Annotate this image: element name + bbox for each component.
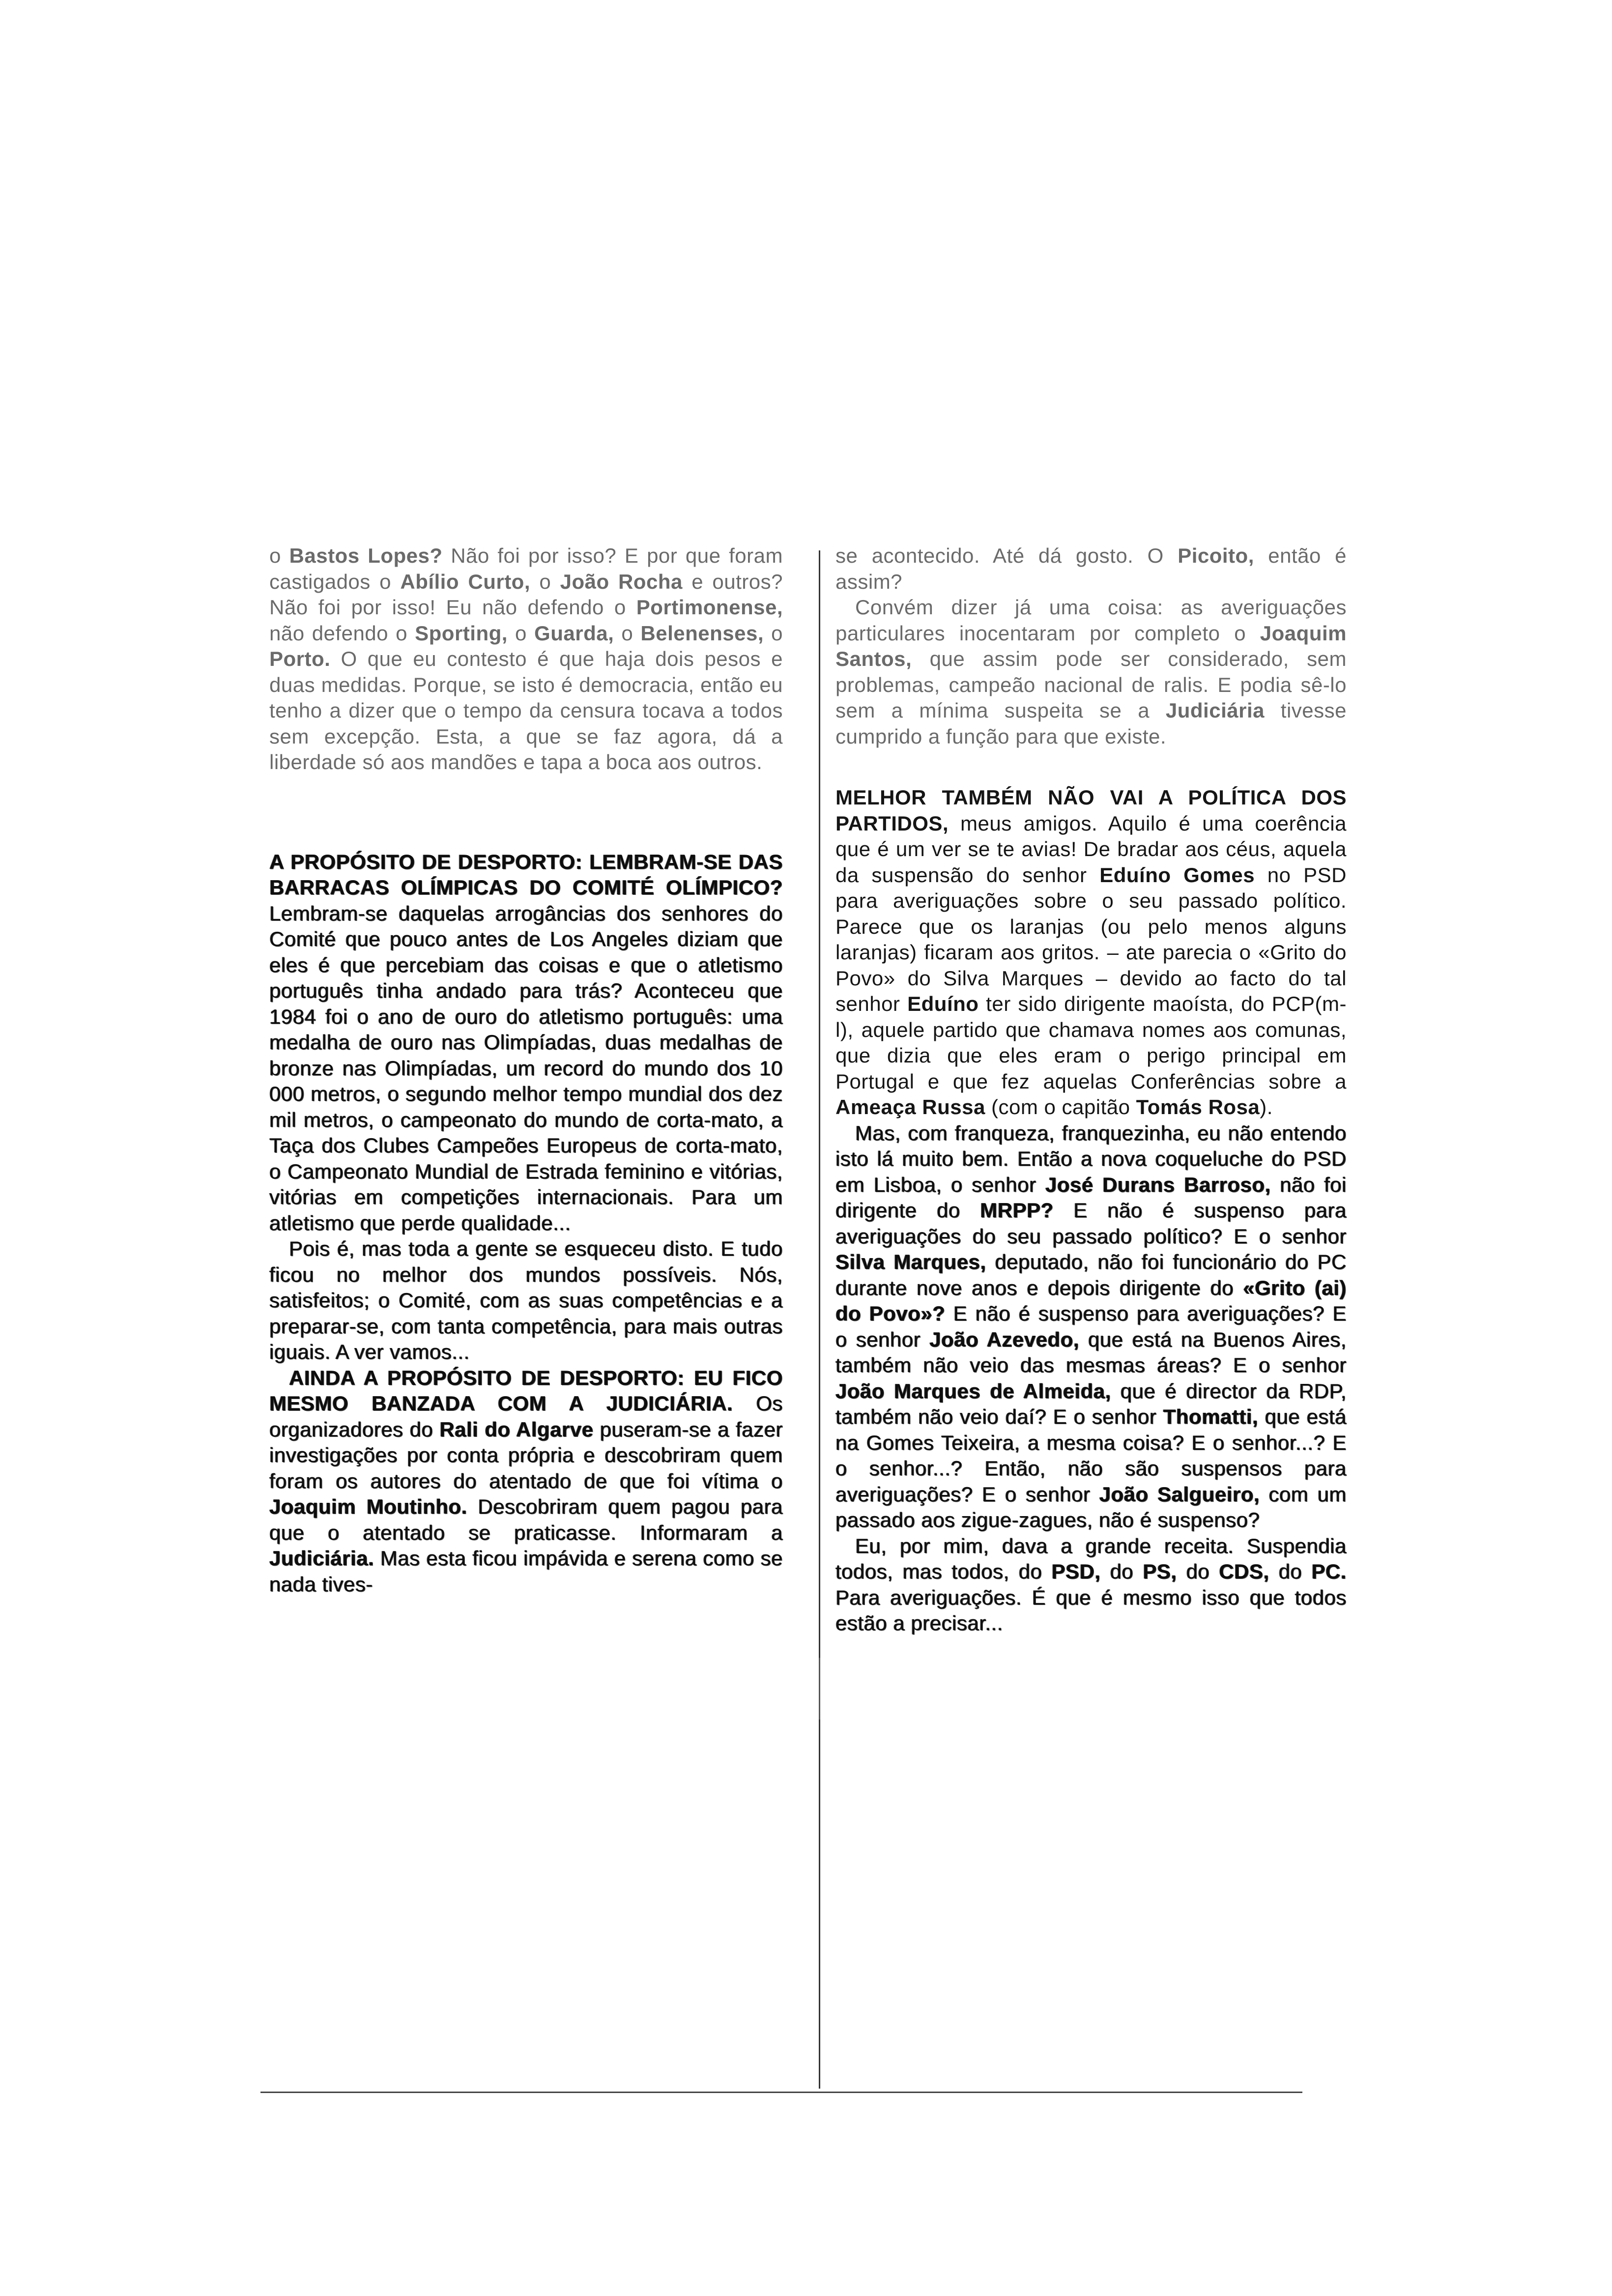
right-paragraph-3 xyxy=(835,785,1347,1120)
body-text: O que eu contesto é que haja dois pesos e duas medidas. Porque, se isto é democracia, então eu tenho a dizer que o tempo da censura tocava a todos sem excepção. Esta, a que se faz agora, dá a liberdade só aos mandões e tapa a boca aos outros. xyxy=(269,647,783,774)
body-text: com um passado aos zigue-zagues, não é suspenso? xyxy=(835,1482,1347,1531)
left-column xyxy=(269,543,783,1597)
bold-name-text: João Marques de Almeida, xyxy=(835,1379,1111,1403)
body-text: que está na Buenos Aires, também não veio das mesmas áreas? E o senhor xyxy=(835,1327,1347,1377)
body-text: que é director da RDP, também não veio daí? E o senhor xyxy=(835,1379,1347,1428)
body-text: do xyxy=(1177,1560,1219,1583)
bold-name-text: Rali do Algarve xyxy=(439,1417,594,1441)
body-text: ter sido dirigente maoísta, do PCP(m-l), aquele partido que chamava nomes aos comunas, que dizia que eles eram o perigo principal em Portugal e que fez aquelas Conferências sobre a xyxy=(835,992,1347,1093)
body-text: o xyxy=(614,621,641,645)
left-heading-1: A PROPÓSITO DE DESPORTO: LEMBRAM-SE DAS BARRACAS OLÍMPICAS DO COMITÉ OLÍMPICO? xyxy=(269,850,783,899)
body-text: meus amigos. Aquilo é uma coerência que é um ver se te avias! De bradar aos céus, aquela da suspensão do senhor xyxy=(835,811,1347,887)
body-text: o xyxy=(269,544,289,567)
body-text: tivesse cumprido a função para que existe. xyxy=(835,699,1347,748)
body-text: Não foi por isso? E por que foram castigados o xyxy=(269,544,783,593)
body-text: do xyxy=(1269,1560,1312,1583)
body-text: deputado, não foi funcionário do PC durante nove anos e depois dirigente do xyxy=(835,1250,1347,1299)
body-text: do xyxy=(1100,1560,1143,1583)
bold-name-text: Guarda, xyxy=(534,621,614,645)
body-text: não defendo o xyxy=(269,621,415,645)
bold-name-text: João Rocha xyxy=(560,570,683,593)
bold-name-text: Joaquim Moutinho. xyxy=(269,1495,467,1518)
bold-name-text: José Durans Barroso, xyxy=(1045,1173,1271,1196)
body-text: se acontecido. Até dá gosto. O xyxy=(835,544,1178,567)
bold-name-text: Bastos Lopes? xyxy=(289,544,443,567)
left-paragraph-2-text: Lembram-se daquelas arrogâncias dos senhores do Comité que pouco antes de Los Angeles diziam que eles é que percebiam das coisas e que o atletismo português tinha andado para trás? Aconteceu que 1984 foi o ano de ouro do atletismo português: uma medalha de ouro nas Olimpíadas, duas medalhas de bronze nas Olimpíadas, um record do mundo dos 10 000 metros, o segundo melhor tempo mundial dos dez mil metros, o campeonato do mundo de corta-mato, a Taça dos Clubes Campeões Europeus de corta-mato, o Campeonato Mundial de Estrada feminino e vitórias, vitórias em competições internacionais. Para um atletismo que perde qualidade... xyxy=(269,901,783,1234)
bold-name-text: PSD, xyxy=(1051,1560,1101,1583)
body-text: não foi dirigente do xyxy=(835,1173,1347,1222)
bold-name-text: Tomás Rosa xyxy=(1136,1095,1260,1119)
bold-name-text: Abílio Curto, xyxy=(400,570,531,593)
body-text: Descobriram quem pagou para que o atentado se praticasse. Informaram a xyxy=(269,1495,783,1544)
bold-name-text: Judiciária xyxy=(1165,699,1265,722)
body-text: E não é suspenso para averiguações? E o senhor xyxy=(835,1302,1347,1351)
body-text: Os organizadores do xyxy=(269,1392,783,1441)
bold-name-text: Belenenses, xyxy=(640,621,764,645)
bold-name-text: PS, xyxy=(1143,1560,1177,1583)
left-heading-2: AINDA A PROPÓSITO DE DESPORTO: EU FICO MESMO BANZADA COM A JUDICIÁRIA. xyxy=(269,1366,783,1415)
body-text: Mas esta ficou impávida e serena como se nada tives- xyxy=(269,1547,783,1596)
bold-name-text: Thomatti, xyxy=(1163,1405,1259,1428)
left-paragraph-3: Pois é, mas toda a gente se esqueceu disto. E tudo ficou no melhor dos mundos possíveis. Nós, satisfeitos; o Comité, com as suas competências e a preparar-se, com tanta competência, para mais outras iguais. A ver vamos... xyxy=(269,1237,783,1363)
body-text: e outros? Não foi por isso! Eu não defendo o xyxy=(269,570,783,619)
bold-name-text: Porto. xyxy=(269,647,331,670)
body-text: o xyxy=(764,621,783,645)
left-paragraph-4 xyxy=(269,1365,783,1598)
bold-name-text: Portimonense, xyxy=(636,596,783,619)
column-divider xyxy=(819,550,820,2089)
right-paragraph-1 xyxy=(835,543,1347,595)
left-paragraph-2 xyxy=(269,849,783,1236)
body-text: o xyxy=(507,621,535,645)
bold-name-text: Ameaça Russa xyxy=(835,1095,985,1119)
bold-name-text: João Salgueiro, xyxy=(1099,1482,1260,1506)
bold-name-text: Judiciária. xyxy=(269,1547,374,1570)
bold-name-text: PC. xyxy=(1311,1560,1347,1583)
body-text: que está na Gomes Teixeira, a mesma coisa? E o senhor...? E o senhor...? Então, não são suspensos para averiguações? E o senhor xyxy=(835,1405,1347,1506)
bold-name-text: Eduíno Gomes xyxy=(1099,863,1255,887)
body-text: Convém dizer já uma coisa: as averiguações particulares inocentaram por completo o xyxy=(835,596,1347,645)
right-column xyxy=(835,543,1347,1636)
bold-name-text: João Azevedo, xyxy=(929,1327,1080,1351)
bold-name-text: Joaquim Santos, xyxy=(835,621,1347,670)
right-paragraph-3-text xyxy=(835,812,1347,1119)
right-paragraph-4 xyxy=(835,1120,1347,1533)
right-paragraph-2 xyxy=(835,595,1347,749)
bold-name-text: Eduíno xyxy=(907,992,979,1015)
body-text: que assim pode ser considerado, sem problemas, campeão nacional de ralis. E podia sê-lo sem a mínima suspeita se a xyxy=(835,647,1347,722)
body-text: puseram-se a fazer investigações por conta própria e descobriram quem foram os autores do atentado de que foi vítima o xyxy=(269,1417,783,1492)
body-text: E não é suspenso para averiguações do seu passado político? E o senhor xyxy=(835,1199,1347,1248)
left-paragraph-1 xyxy=(269,543,783,775)
bold-name-text: CDS, xyxy=(1219,1560,1269,1583)
bold-name-text: «Grito (ai) do Povo»? xyxy=(835,1276,1347,1325)
bold-name-text: MRPP? xyxy=(980,1199,1054,1222)
bold-name-text: Picoito, xyxy=(1178,544,1254,567)
body-text: no PSD para averiguações sobre o seu passado político. Parece que os laranjas (ou pelo menos alguns laranjas) ficaram aos gritos. – ate parecia o «Grito do Povo» do Silva Marques – devido ao facto do tal senhor xyxy=(835,863,1347,1015)
left-paragraph-4-text xyxy=(269,1392,783,1596)
body-text: o xyxy=(530,570,560,593)
bold-name-text: Sporting, xyxy=(415,621,508,645)
body-text: Para averiguações. É que é mesmo isso que todos estão a precisar... xyxy=(835,1585,1347,1635)
bottom-rule xyxy=(260,2092,1302,2093)
right-paragraph-5 xyxy=(835,1533,1347,1636)
body-text: Mas, com franqueza, franquezinha, eu não entendo isto lá muito bem. Então a nova coqueluche do PSD em Lisboa, o senhor xyxy=(835,1121,1347,1196)
body-text: então é assim? xyxy=(835,544,1347,593)
right-heading-1: MELHOR TAMBÉM NÃO VAI A POLÍTICA DOS PARTIDOS, xyxy=(835,786,1347,835)
body-text: Eu, por mim, dava a grande receita. Suspendia todos, mas todos, do xyxy=(835,1534,1347,1583)
body-text: ). xyxy=(1260,1095,1273,1119)
body-text: (com o capitão xyxy=(985,1095,1136,1119)
bold-name-text: Silva Marques, xyxy=(835,1250,986,1273)
